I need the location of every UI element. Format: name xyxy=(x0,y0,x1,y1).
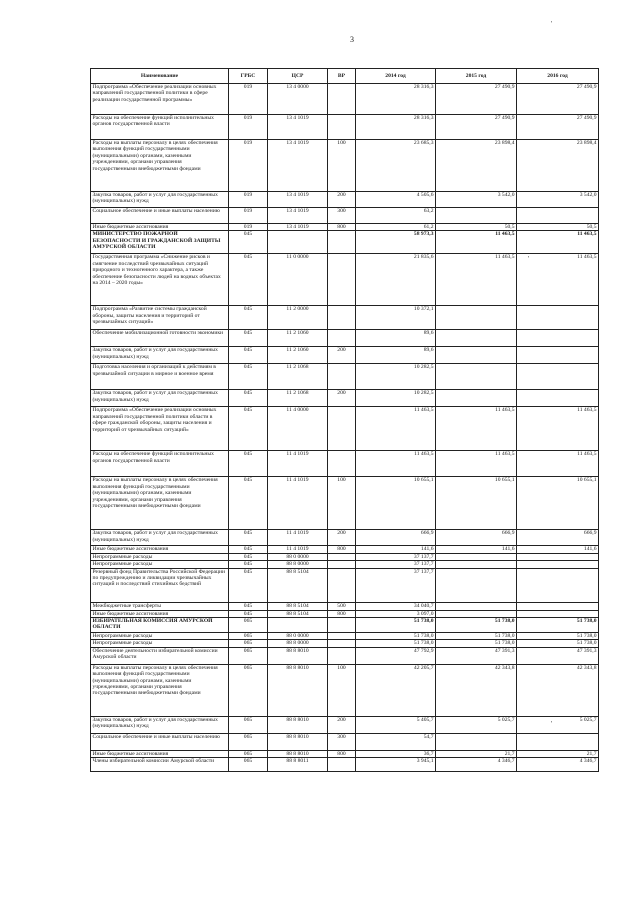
table-row xyxy=(91,192,599,208)
cell-grbs: 045 xyxy=(229,306,268,330)
cell-grbs: 019 xyxy=(229,192,268,208)
cell-csr: 11 4 1019 xyxy=(268,451,328,477)
cell-vr xyxy=(328,633,356,640)
cell-2016 xyxy=(517,733,599,750)
cell-name: Обеспечение мобилизационной готовности экономики xyxy=(91,330,229,347)
cell-csr: 88 0 0000 xyxy=(268,633,328,640)
budget-table xyxy=(90,68,599,772)
table-row xyxy=(91,602,599,610)
cell-2015 xyxy=(436,610,517,617)
cell-name: Социальное обеспечение и иные выплаты населению xyxy=(91,208,229,224)
cell-vr xyxy=(328,758,356,772)
cell-csr: 11 4 1019 xyxy=(268,477,328,530)
cell-name: Подпрограмма «Обеспечение реализации основных направлений государственной политики в сфере реализации государственной программы» xyxy=(91,84,229,115)
cell-name: Расходы на выплаты персоналу в целях обеспечения выполнения функций государственными (муниципальными) органами, казенными учреждениями, органами управления государственными внебюджетными фондами xyxy=(91,664,229,716)
cell-2014: 61,2 xyxy=(356,224,436,231)
cell-2016: 11 463,5 xyxy=(517,407,599,451)
cell-vr: 800 xyxy=(328,750,356,757)
cell-2014: 51 738,0 xyxy=(356,618,436,633)
cell-grbs: 065 xyxy=(229,640,268,647)
cell-2016: 51 738,0 xyxy=(517,640,599,647)
table-row xyxy=(91,254,599,306)
cell-2016 xyxy=(517,610,599,617)
cell-2015: 666,9 xyxy=(436,530,517,546)
cell-csr: 88 8 5104 xyxy=(268,602,328,610)
cell-csr: 13 4 0000 xyxy=(268,84,328,115)
cell-2014: 10 372,1 xyxy=(356,306,436,330)
cell-2014: 51 738,0 xyxy=(356,640,436,647)
cell-2016 xyxy=(517,390,599,407)
cell-vr xyxy=(328,306,356,330)
cell-2014: 34 040,7 xyxy=(356,602,436,610)
cell-2015 xyxy=(436,347,517,364)
cell-2014: 10 282,5 xyxy=(356,364,436,390)
cell-grbs: 045 xyxy=(229,254,268,306)
cell-vr: 200 xyxy=(328,347,356,364)
table-row xyxy=(91,568,599,602)
cell-2016: 42 343,8 xyxy=(517,664,599,716)
cell-2014: 37 137,7 xyxy=(356,553,436,560)
cell-2015: 11 463,5 xyxy=(436,451,517,477)
table-row xyxy=(91,733,599,750)
cell-grbs: 045 xyxy=(229,451,268,477)
table-row xyxy=(91,633,599,640)
header-name: Наименование xyxy=(91,69,229,84)
table-row xyxy=(91,390,599,407)
cell-csr xyxy=(268,618,328,633)
cell-2016: 141,6 xyxy=(517,546,599,553)
cell-2014: 28 316,3 xyxy=(356,84,436,115)
cell-vr xyxy=(328,640,356,647)
cell-2016 xyxy=(517,561,599,568)
cell-2014: 11 463,5 xyxy=(356,407,436,451)
cell-2016 xyxy=(517,364,599,390)
cell-csr: 88 0 0000 xyxy=(268,553,328,560)
cell-name: Подпрограмма «Развитие системы гражданской обороны, защиты населения и территорий от чрезвычайных ситуаций» xyxy=(91,306,229,330)
cell-csr: 88 8 8010 xyxy=(268,664,328,716)
cell-2016: 11 463,5 xyxy=(517,254,599,306)
cell-2015 xyxy=(436,568,517,602)
cell-name: Иные бюджетные ассигнования xyxy=(91,224,229,231)
cell-csr: 13 4 1019 xyxy=(268,115,328,140)
table-row xyxy=(91,347,599,364)
cell-grbs: 065 xyxy=(229,716,268,733)
cell-csr: 11 2 0000 xyxy=(268,306,328,330)
table-row xyxy=(91,364,599,390)
cell-2016 xyxy=(517,553,599,560)
table-row xyxy=(91,231,599,254)
table-row xyxy=(91,546,599,553)
cell-2014: 10 282,5 xyxy=(356,390,436,407)
stray-mark: ' xyxy=(551,720,553,728)
cell-name: Закупка товаров, работ и услуг для государственных (муниципальных) нужд xyxy=(91,530,229,546)
cell-name: Иные бюджетные ассигнования xyxy=(91,610,229,617)
cell-2014: 141,6 xyxy=(356,546,436,553)
cell-grbs: 065 xyxy=(229,750,268,757)
table-body xyxy=(91,84,599,772)
cell-2014: 3 945,1 xyxy=(356,758,436,772)
table-row xyxy=(91,758,599,772)
cell-2014: 89,6 xyxy=(356,330,436,347)
cell-vr xyxy=(328,561,356,568)
cell-2014: 23 685,3 xyxy=(356,140,436,192)
cell-name: Социальное обеспечение и иные выплаты населению xyxy=(91,733,229,750)
cell-vr: 800 xyxy=(328,610,356,617)
cell-2015 xyxy=(436,330,517,347)
table-row xyxy=(91,647,599,664)
cell-csr: 11 2 1068 xyxy=(268,364,328,390)
cell-vr xyxy=(328,330,356,347)
cell-2016 xyxy=(517,306,599,330)
cell-2016: 5 025,7 xyxy=(517,716,599,733)
cell-vr: 100 xyxy=(328,664,356,716)
cell-2015: 10 655,1 xyxy=(436,477,517,530)
cell-2016 xyxy=(517,602,599,610)
cell-2015: 27 490,9 xyxy=(436,84,517,115)
cell-grbs: 045 xyxy=(229,231,268,254)
cell-2014: 37 137,7 xyxy=(356,568,436,602)
cell-2014: 89,6 xyxy=(356,347,436,364)
table-row xyxy=(91,84,599,115)
cell-csr: 88 8 8010 xyxy=(268,750,328,757)
cell-name: МИНИСТЕРСТВО ПОЖАРНОЙ БЕЗОПАСНОСТИ И ГРАЖДАНСКОЙ ЗАЩИТЫ АМУРСКОЙ ОБЛАСТИ xyxy=(91,231,229,254)
cell-2016 xyxy=(517,347,599,364)
cell-2015: 11 463,5 xyxy=(436,407,517,451)
cell-2014: 54,7 xyxy=(356,733,436,750)
cell-2015: 11 463,5 xyxy=(436,254,517,306)
cell-2016 xyxy=(517,568,599,602)
cell-grbs: 065 xyxy=(229,733,268,750)
table-row xyxy=(91,664,599,716)
cell-name: Подготовка населения и организаций к действиям в чрезвычайной ситуации в мирное и военное время xyxy=(91,364,229,390)
table-row xyxy=(91,306,599,330)
cell-2014: 3 097,0 xyxy=(356,610,436,617)
cell-vr xyxy=(328,115,356,140)
cell-csr: 13 4 1019 xyxy=(268,140,328,192)
cell-name: Закупка товаров, работ и услуг для государственных (муниципальных) нужд xyxy=(91,192,229,208)
cell-2014: 42 205,7 xyxy=(356,664,436,716)
cell-name: Обеспечение деятельности избирательной комиссии Амурской области xyxy=(91,647,229,664)
cell-2015: 51 738,0 xyxy=(436,618,517,633)
cell-grbs: 019 xyxy=(229,84,268,115)
cell-vr: 200 xyxy=(328,192,356,208)
cell-grbs: 065 xyxy=(229,758,268,772)
header-2014: 2014 год xyxy=(356,69,436,84)
cell-grbs: 019 xyxy=(229,224,268,231)
table-row xyxy=(91,451,599,477)
header-grbs: ГРБС xyxy=(229,69,268,84)
cell-name: Межбюджетные трансферты xyxy=(91,602,229,610)
cell-name: Резервный фонд Правительства Российской Федерации по предупреждению и ликвидации чрезвычайных ситуаций и последствий стихийных бедствий xyxy=(91,568,229,602)
cell-2015 xyxy=(436,306,517,330)
cell-2014: 4 505,6 xyxy=(356,192,436,208)
cell-vr: 100 xyxy=(328,140,356,192)
cell-2016: 666,9 xyxy=(517,530,599,546)
cell-2014: 36,7 xyxy=(356,750,436,757)
cell-grbs: 045 xyxy=(229,477,268,530)
cell-2016: 11 463,5 xyxy=(517,231,599,254)
cell-2015: 11 463,5 xyxy=(436,231,517,254)
cell-2015 xyxy=(436,561,517,568)
cell-2015: 27 490,9 xyxy=(436,115,517,140)
cell-csr xyxy=(268,231,328,254)
cell-name: Непрограммные расходы xyxy=(91,633,229,640)
cell-2014: 5 405,7 xyxy=(356,716,436,733)
cell-2014: 51 738,0 xyxy=(356,633,436,640)
cell-2016: 10 655,1 xyxy=(517,477,599,530)
table-row xyxy=(91,140,599,192)
cell-name: Члены избирательной комиссии Амурской области xyxy=(91,758,229,772)
cell-2014: 11 463,5 xyxy=(356,451,436,477)
cell-2015 xyxy=(436,208,517,224)
cell-vr: 800 xyxy=(328,224,356,231)
cell-csr: 88 8 0000 xyxy=(268,561,328,568)
table-row xyxy=(91,407,599,451)
cell-2015: 3 542,0 xyxy=(436,192,517,208)
cell-2016 xyxy=(517,208,599,224)
cell-grbs: 045 xyxy=(229,568,268,602)
cell-2014: 47 792,9 xyxy=(356,647,436,664)
cell-2015 xyxy=(436,553,517,560)
cell-2016: 47 391,3 xyxy=(517,647,599,664)
cell-vr xyxy=(328,364,356,390)
stray-mark: ' xyxy=(528,255,530,263)
cell-name: Расходы на выплаты персоналу в целях обеспечения выполнения функций государственными (муниципальными) органами, казенными учреждениями, органами управления государственными внебюджетными фондами xyxy=(91,477,229,530)
table-row xyxy=(91,640,599,647)
cell-grbs: 065 xyxy=(229,664,268,716)
cell-grbs: 019 xyxy=(229,208,268,224)
cell-2015: 50,5 xyxy=(436,224,517,231)
table-header-row xyxy=(91,69,599,84)
cell-csr: 88 8 0000 xyxy=(268,640,328,647)
table-row xyxy=(91,553,599,560)
cell-2015 xyxy=(436,364,517,390)
cell-csr: 11 4 0000 xyxy=(268,407,328,451)
cell-name: Государственная программа «Снижение рисков и смягчение последствий чрезвычайных ситуаций природного и техногенного характера, а также обеспечение безопасности людей на водных объектах на 2014 – 2020 годы» xyxy=(91,254,229,306)
cell-grbs: 019 xyxy=(229,115,268,140)
cell-vr: 100 xyxy=(328,477,356,530)
cell-name: Расходы на обеспечение функций исполнительных органов государственной власти xyxy=(91,115,229,140)
cell-csr: 13 4 1019 xyxy=(268,224,328,231)
table-row xyxy=(91,750,599,757)
cell-vr: 500 xyxy=(328,602,356,610)
stray-mark: ' xyxy=(551,20,553,28)
cell-name: Иные бюджетные ассигнования xyxy=(91,750,229,757)
cell-vr xyxy=(328,553,356,560)
table-row xyxy=(91,208,599,224)
cell-vr xyxy=(328,254,356,306)
cell-csr: 11 2 1060 xyxy=(268,347,328,364)
cell-csr: 11 4 1019 xyxy=(268,546,328,553)
header-vr: ВР xyxy=(328,69,356,84)
cell-2015 xyxy=(436,602,517,610)
cell-2016: 50,5 xyxy=(517,224,599,231)
cell-vr: 300 xyxy=(328,733,356,750)
table-row xyxy=(91,610,599,617)
cell-2015: 141,6 xyxy=(436,546,517,553)
cell-grbs: 045 xyxy=(229,553,268,560)
cell-grbs: 045 xyxy=(229,330,268,347)
cell-grbs: 065 xyxy=(229,618,268,633)
cell-2016 xyxy=(517,330,599,347)
cell-name: Расходы на обеспечение функций исполнительных органов государственной власти xyxy=(91,451,229,477)
cell-2015: 51 738,0 xyxy=(436,640,517,647)
cell-name: Непрограммные расходы xyxy=(91,640,229,647)
cell-csr: 13 4 1019 xyxy=(268,192,328,208)
cell-grbs: 045 xyxy=(229,390,268,407)
cell-2014: 58 973,3 xyxy=(356,231,436,254)
page-number: 3 xyxy=(350,35,354,44)
cell-csr: 11 2 1060 xyxy=(268,330,328,347)
cell-2015: 42 343,8 xyxy=(436,664,517,716)
cell-csr: 11 0 0000 xyxy=(268,254,328,306)
header-2016: 2016 год xyxy=(517,69,599,84)
cell-2016: 51 738,0 xyxy=(517,633,599,640)
cell-vr xyxy=(328,451,356,477)
cell-grbs: 045 xyxy=(229,530,268,546)
cell-2016: 11 463,5 xyxy=(517,451,599,477)
cell-2016: 51 738,0 xyxy=(517,618,599,633)
cell-vr xyxy=(328,407,356,451)
cell-2016: 27 490,9 xyxy=(517,115,599,140)
cell-2015: 47 391,3 xyxy=(436,647,517,664)
cell-name: Расходы на выплаты персоналу в целях обеспечения выполнения функций государственными (муниципальными) органами, казенными учреждениями, органами управления государственными внебюджетными фондами xyxy=(91,140,229,192)
cell-csr: 88 8 8010 xyxy=(268,647,328,664)
cell-grbs: 065 xyxy=(229,647,268,664)
cell-csr: 88 8 8011 xyxy=(268,758,328,772)
cell-grbs: 045 xyxy=(229,610,268,617)
cell-grbs: 045 xyxy=(229,546,268,553)
cell-2016: 27 490,9 xyxy=(517,84,599,115)
cell-name: Непрограммные расходы xyxy=(91,561,229,568)
cell-vr xyxy=(328,84,356,115)
cell-csr: 13 4 1019 xyxy=(268,208,328,224)
cell-grbs: 045 xyxy=(229,561,268,568)
cell-csr: 88 8 5104 xyxy=(268,568,328,602)
cell-name: ИЗБИРАТЕЛЬНАЯ КОМИССИЯ АМУРСКОЙ ОБЛАСТИ xyxy=(91,618,229,633)
cell-name: Закупка товаров, работ и услуг для государственных (муниципальных) нужд xyxy=(91,347,229,364)
cell-vr xyxy=(328,618,356,633)
cell-2016: 23 898,4 xyxy=(517,140,599,192)
cell-name: Иные бюджетные ассигнования xyxy=(91,546,229,553)
table-row xyxy=(91,561,599,568)
cell-vr: 800 xyxy=(328,546,356,553)
cell-2014: 37 137,7 xyxy=(356,561,436,568)
table-row xyxy=(91,716,599,733)
cell-2014: 10 655,1 xyxy=(356,477,436,530)
cell-2015: 21,7 xyxy=(436,750,517,757)
cell-2015: 23 898,4 xyxy=(436,140,517,192)
table-row xyxy=(91,530,599,546)
cell-grbs: 045 xyxy=(229,407,268,451)
cell-vr xyxy=(328,647,356,664)
cell-2015: 4 346,7 xyxy=(436,758,517,772)
cell-name: Закупка товаров, работ и услуг для государственных (муниципальных) нужд xyxy=(91,390,229,407)
cell-vr: 300 xyxy=(328,208,356,224)
cell-2015 xyxy=(436,733,517,750)
cell-grbs: 045 xyxy=(229,602,268,610)
cell-grbs: 019 xyxy=(229,140,268,192)
cell-2014: 21 835,6 xyxy=(356,254,436,306)
header-2015: 2015 год xyxy=(436,69,517,84)
cell-vr: 200 xyxy=(328,530,356,546)
table-row xyxy=(91,477,599,530)
cell-2015: 51 738,0 xyxy=(436,633,517,640)
cell-2014: 63,2 xyxy=(356,208,436,224)
cell-vr xyxy=(328,231,356,254)
cell-name: Закупка товаров, работ и услуг для государственных (муниципальных) нужд xyxy=(91,716,229,733)
cell-name: Непрограммные расходы xyxy=(91,553,229,560)
cell-vr xyxy=(328,568,356,602)
cell-2014: 666,9 xyxy=(356,530,436,546)
cell-2016: 4 346,7 xyxy=(517,758,599,772)
cell-csr: 88 8 8010 xyxy=(268,716,328,733)
cell-grbs: 045 xyxy=(229,364,268,390)
table-row xyxy=(91,224,599,231)
cell-vr: 200 xyxy=(328,390,356,407)
table-row xyxy=(91,330,599,347)
cell-csr: 88 8 5104 xyxy=(268,610,328,617)
cell-grbs: 065 xyxy=(229,633,268,640)
cell-name: Подпрограмма «Обеспечение реализации основных направлений государственной политики области в сфере гражданской обороны, защиты населения и территорий от чрезвычайных ситуаций» xyxy=(91,407,229,451)
header-csr: ЦСР xyxy=(268,69,328,84)
cell-2016: 3 542,0 xyxy=(517,192,599,208)
cell-vr: 200 xyxy=(328,716,356,733)
cell-2014: 28 316,3 xyxy=(356,115,436,140)
table-row xyxy=(91,115,599,140)
cell-csr: 11 4 1019 xyxy=(268,530,328,546)
cell-grbs: 045 xyxy=(229,347,268,364)
cell-2015 xyxy=(436,390,517,407)
cell-csr: 11 2 1068 xyxy=(268,390,328,407)
table-row xyxy=(91,618,599,633)
cell-2016: 21,7 xyxy=(517,750,599,757)
cell-2015: 5 025,7 xyxy=(436,716,517,733)
cell-csr: 88 8 8010 xyxy=(268,733,328,750)
